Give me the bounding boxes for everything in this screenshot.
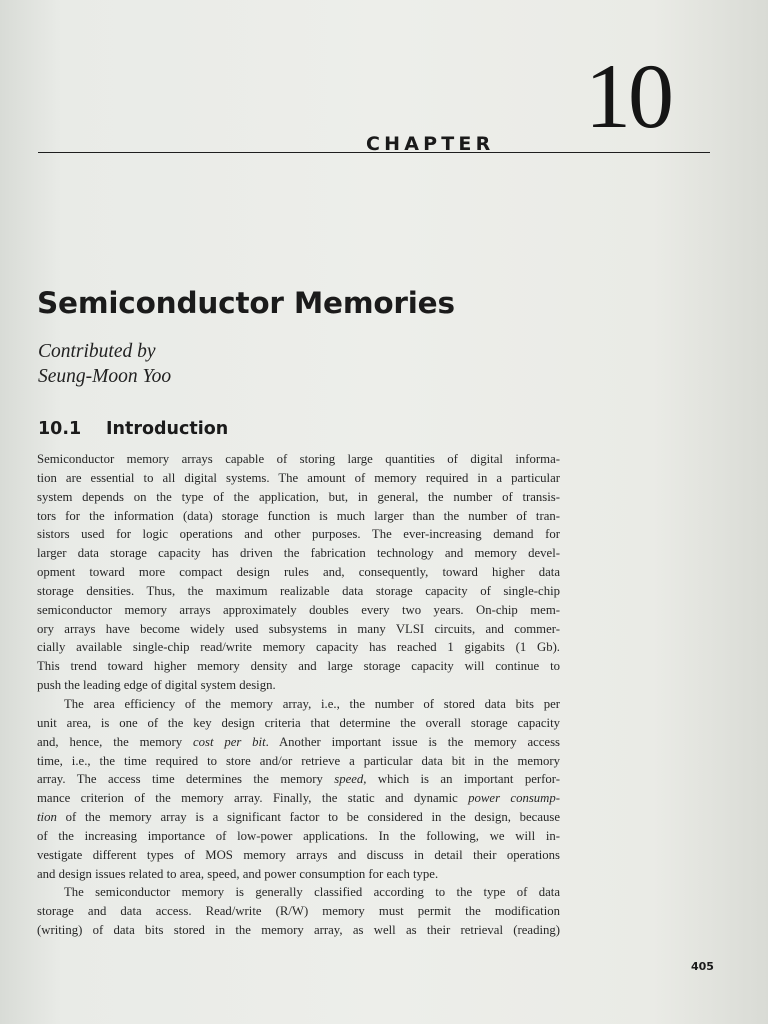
body-line: The area efficiency of the memory array, i.e., the number of stored data bits per [64,696,560,711]
body-line: system depends on the type of the application, but, in general, the number of transis- [37,489,560,504]
body-line: (writing) of data bits stored in the memory array, as well as their retrieval (reading) [37,923,560,938]
body-line: larger data storage capacity has driven the fabrication technology and memory devel- [37,546,560,561]
page-number: 405 [691,960,714,973]
text-run: which is an important perfor- [366,772,560,787]
body-line: ory arrays have become widely used subsystems in many VLSI circuits, and commer- [37,621,560,636]
body-line: storage and data access. Read/write (R/W) memory must permit the modification [37,904,560,919]
emphasis-power-consumption: power consump- [468,791,560,806]
section-number: 10.1 [38,419,82,439]
body-line [37,733,560,752]
body-line: sistors used for logic operations and other purposes. The ever-increasing demand for [37,527,560,542]
contributor-name: Seung-Moon Yoo [38,366,172,387]
body-line: unit area, is one of the key design criteria that determine the overall storage capacity [37,715,560,730]
chapter-label: CHAPTER [366,133,495,155]
body-line: storage densities. Thus, the maximum realizable data storage capacity of single-chip [37,583,560,598]
text-run: and, hence, the memory [37,734,193,749]
body-line: cially available single-chip read/write memory capacity has reached 1 gigabits (1 Gb). [37,640,560,655]
contributed-by-label: Contributed by [38,341,156,362]
body-line: tors for the information (data) storage function is much larger than the number of tran- [37,508,560,523]
body-line: opment toward more compact design rules and, consequently, toward higher data [37,565,560,580]
contributor-block [38,339,171,389]
body-line [37,808,560,827]
body-line: tion are essential to all digital systems. The amount of memory required in a particular [37,470,560,485]
emphasis-speed: speed, [334,772,367,787]
chapter-number: 10 [585,45,671,147]
body-line [37,770,560,789]
text-run: mance criterion of the memory array. Finally, the static and dynamic [37,791,469,806]
text-run: . Another important issue is the memory access [265,734,561,749]
body-line: time, i.e., the time required to store and/or retrieve a particular data bit in the memory [37,753,560,768]
body-line: Semiconductor memory arrays capable of storing large quantities of digital informa- [37,452,560,466]
body-line: push the leading edge of digital system design. [37,678,276,693]
emphasis-cost-per-bit: cost per bit [192,734,266,749]
body-line: vestigate different types of MOS memory arrays and discuss in detail their operations [37,847,560,862]
text-run: of the memory array is a significant factor to be considered in the design, because [56,810,560,825]
section-heading [38,419,228,439]
text-run: array. The access time determines the memory [37,772,335,787]
section-title: Introduction [106,419,229,439]
body-line: and design issues related to area, speed, and power consumption for each type. [37,866,439,881]
body-text [37,450,560,940]
body-line: of the increasing importance of low-power applications. In the following, we will in- [37,828,560,843]
body-line: This trend toward higher memory density and large storage capacity will continue to [37,659,560,674]
body-line: semiconductor memory arrays approximately doubles every two years. On-chip mem- [37,602,560,617]
body-line: The semiconductor memory is generally classified according to the type of data [64,885,560,900]
body-line [37,789,560,808]
emphasis-power-consumption-end: tion [37,810,57,825]
chapter-title: Semiconductor Memories [37,286,455,320]
